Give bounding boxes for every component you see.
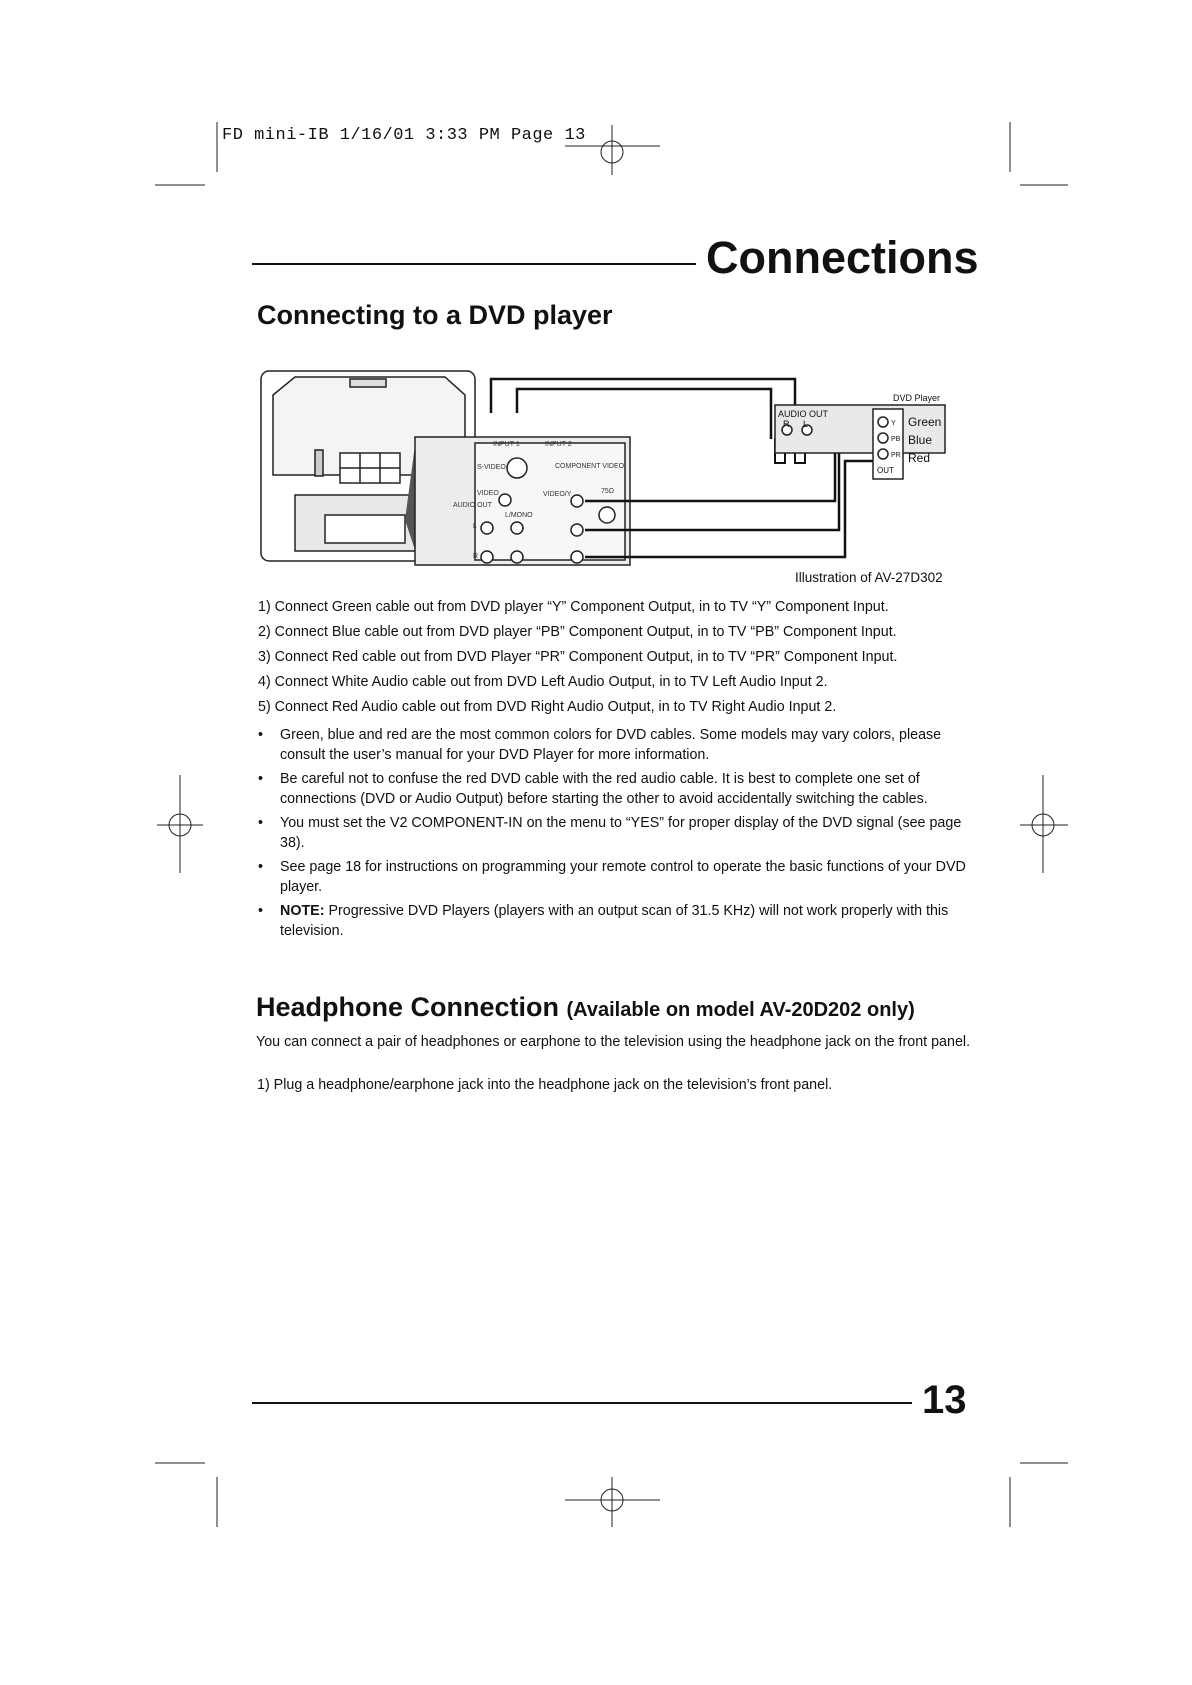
- ohm-label: 75Ω: [601, 488, 615, 495]
- input1-label: INPUT 1: [493, 441, 520, 448]
- headphone-paragraph: You can connect a pair of headphones or earphone to the television using the headphone jack on the front panel.: [256, 1034, 971, 1050]
- bullet-glyph: •: [258, 771, 264, 787]
- dvd-notes: [258, 726, 968, 946]
- video-y-label: VIDEO/Y: [543, 491, 572, 498]
- tv-audio-out-label: AUDIO OUT: [453, 502, 492, 509]
- print-slug: FD mini-IB 1/16/01 3:33 PM Page 13: [222, 126, 586, 145]
- pb-label: PB: [891, 436, 901, 443]
- step-item: 1) Connect Green cable out from DVD player “Y” Component Output, in to TV “Y” Component Input.: [258, 599, 889, 615]
- component-video-label: COMPONENT VIDEO: [555, 463, 625, 470]
- bullet-text: You must set the V2 COMPONENT-IN on the menu to “YES” for proper display of the DVD signal (see page 38).: [280, 815, 962, 851]
- headphone-subtitle: (Available on model AV-20D202 only): [566, 999, 915, 1021]
- y-label: Y: [891, 420, 896, 427]
- headphone-step: 1) Plug a headphone/earphone jack into the headphone jack on the television’s front panel.: [257, 1077, 833, 1093]
- bullet-glyph: •: [258, 859, 264, 875]
- tv-r-label: R: [473, 553, 479, 560]
- bullet-item: [258, 902, 968, 941]
- dvd-player-label: DVD Player: [893, 393, 941, 403]
- step-item: 3) Connect Red cable out from DVD Player “PR” Component Output, in to TV “PR” Component Input.: [258, 649, 898, 665]
- mono-label: L/MONO: [505, 512, 533, 519]
- note-label: NOTE:: [280, 903, 325, 919]
- headphone-title: Headphone Connection: [256, 992, 559, 1022]
- note-text: Progressive DVD Players (players with an output scan of 31.5 KHz) will not work properly with this television.: [280, 903, 949, 939]
- out-label: OUT: [877, 466, 894, 475]
- pr-label: PR: [891, 452, 901, 459]
- bullet-item: [258, 814, 968, 853]
- svideo-label: S-VIDEO: [477, 464, 506, 471]
- bullet-text: Be careful not to confuse the red DVD cable with the red audio cable. It is best to complete one set of connections (DVD or Audio Output) before starting the other to avoid accidentally switching the cables.: [280, 771, 928, 807]
- l-label: L: [803, 419, 809, 429]
- footer-rule: [252, 1402, 912, 1404]
- video-label: VIDEO: [477, 490, 499, 497]
- r-label: R: [783, 419, 790, 429]
- step-item: 2) Connect Blue cable out from DVD player “PB” Component Output, in to TV “PB” Component Input.: [258, 624, 897, 640]
- step-item: 4) Connect White Audio cable out from DVD Left Audio Output, in to TV Left Audio Input 2.: [258, 674, 828, 690]
- tv-l-label: L: [473, 523, 477, 530]
- bullet-glyph: •: [258, 903, 264, 919]
- page-number: 13: [922, 1378, 967, 1422]
- green-label: Green: [908, 415, 942, 429]
- dvd-steps: [258, 598, 958, 723]
- red-label: Red: [908, 451, 931, 465]
- blue-label: Blue: [908, 433, 933, 447]
- header-rule: [252, 263, 696, 265]
- bullet-item: [258, 770, 968, 809]
- audio-out-label: AUDIO OUT: [778, 409, 829, 419]
- bullet-item: [258, 726, 968, 765]
- bullet-glyph: •: [258, 815, 264, 831]
- bullet-text: Green, blue and red are the most common colors for DVD cables. Some models may vary colors, please consult the user’s manual for your DVD Player for more information.: [280, 727, 942, 763]
- illustration-caption: Illustration of AV-27D302: [795, 570, 943, 585]
- dvd-heading: Connecting to a DVD player: [257, 300, 613, 330]
- bullet-text: See page 18 for instructions on programming your remote control to operate the basic functions of your DVD player.: [280, 859, 966, 895]
- input2-label: INPUT 2: [545, 441, 572, 448]
- connection-diagram: [255, 365, 955, 570]
- section-title: Connections: [706, 232, 979, 283]
- step-item: 5) Connect Red Audio cable out from DVD Right Audio Output, in to TV Right Audio Input 2.: [258, 699, 837, 715]
- bullet-glyph: •: [258, 727, 264, 743]
- headphone-heading: [256, 992, 915, 1023]
- bullet-item: [258, 858, 968, 897]
